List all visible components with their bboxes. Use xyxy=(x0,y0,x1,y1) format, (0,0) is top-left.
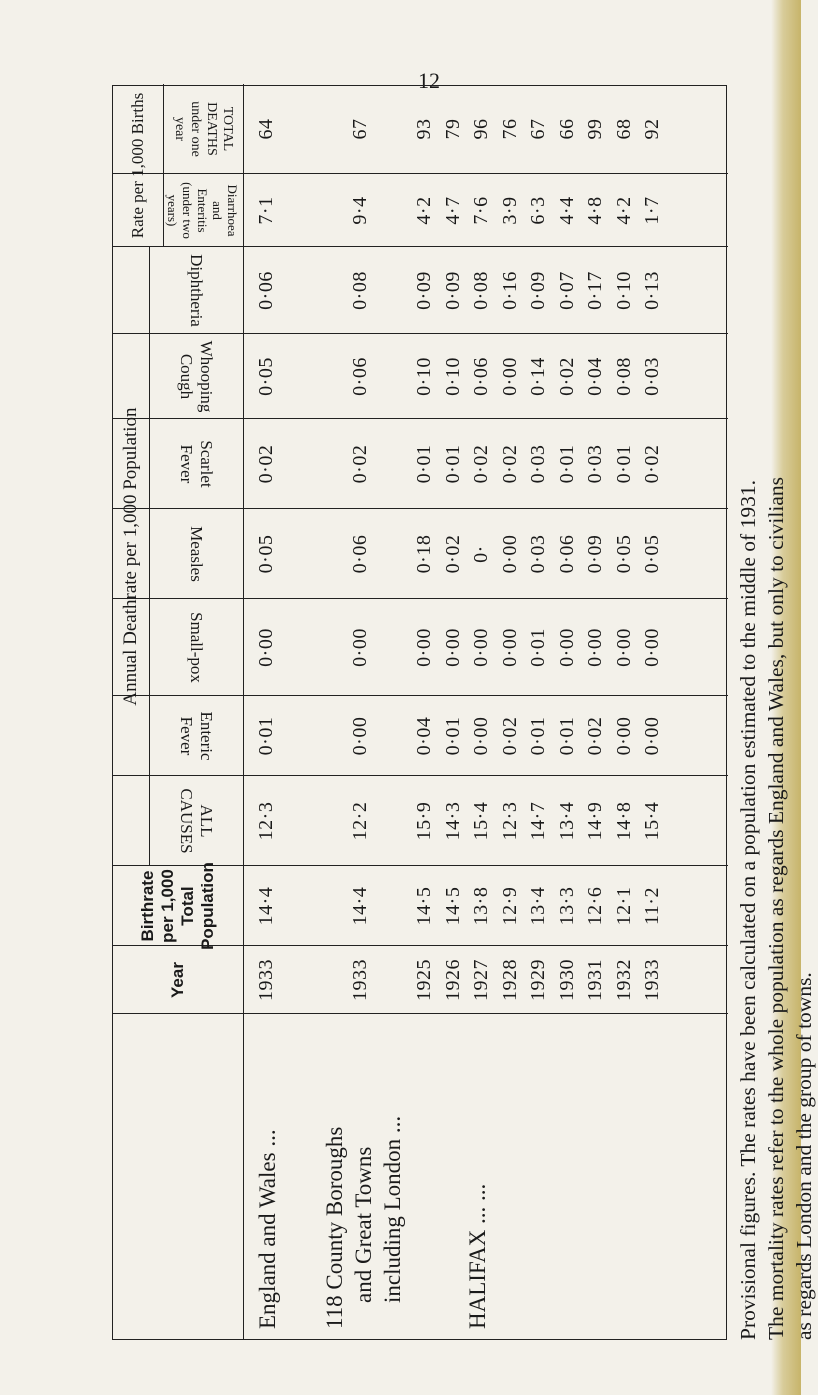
footnote-2: The mortality rates refer to the whole population as regards England and Wales, but only to civilians xyxy=(764,476,788,1340)
cell-halifax-enteric: 0·04 xyxy=(413,716,435,756)
cell-halifax-diphtheria: 0·07 xyxy=(555,271,578,310)
cell-halifax-year: 1927 xyxy=(470,959,492,1001)
cell-halifax-birthrate: 14·5 xyxy=(413,886,435,926)
cell-halifax-measles: 0·09 xyxy=(584,534,606,574)
cell-halifax-measles: 0·03 xyxy=(527,534,549,574)
cell-halifax-scarlet: 0·01 xyxy=(612,444,635,484)
cell-halifax-whooping: 0·00 xyxy=(498,357,521,396)
cell-halifax-total_deaths: 76 xyxy=(498,118,521,140)
cell-halifax-total_deaths: 92 xyxy=(641,118,663,140)
cell-halifax-total_deaths: 79 xyxy=(441,118,464,140)
cell-halifax-diarrhoea: 4·4 xyxy=(555,196,578,225)
cell-england-scarlet: 0·02 xyxy=(255,444,277,484)
cell-england-diphtheria: 0·06 xyxy=(255,271,277,310)
cell-halifax-total_deaths: 68 xyxy=(612,118,635,140)
cell-halifax-measles: 0·18 xyxy=(413,534,435,574)
rate-per-births-header: Rate per 1,000 Births xyxy=(128,92,147,239)
cell-halifax-measles: 0· xyxy=(470,545,492,563)
cell-boroughs-diphtheria: 0·08 xyxy=(349,271,371,310)
row-label-boroughs-1: 118 County Boroughs xyxy=(322,1126,347,1329)
enteric-fever-header: Enteric Fever xyxy=(177,711,216,761)
cell-halifax-scarlet: 0·03 xyxy=(584,444,606,484)
cell-boroughs-smallpox: 0·00 xyxy=(349,628,371,667)
cell-halifax-measles: 0·05 xyxy=(641,534,663,574)
cell-halifax-scarlet: 0·01 xyxy=(441,444,464,484)
cell-boroughs-whooping: 0·06 xyxy=(349,357,371,396)
cell-halifax-all_causes: 14·3 xyxy=(441,801,464,841)
cell-halifax-all_causes: 15·9 xyxy=(413,801,435,841)
cell-halifax-year: 1930 xyxy=(555,959,578,1001)
cell-halifax-total_deaths: 93 xyxy=(413,118,435,140)
cell-halifax-year: 1925 xyxy=(413,959,435,1001)
row-label-halifax: HALIFAX ... ... xyxy=(465,1183,490,1329)
cell-halifax-year: 1931 xyxy=(584,959,606,1001)
cell-halifax-year: 1926 xyxy=(441,959,464,1001)
whooping-cough-header: Whooping Cough xyxy=(177,340,216,413)
page-number: 12 xyxy=(418,68,440,93)
cell-boroughs-scarlet: 0·02 xyxy=(349,444,371,484)
rotated-table-page xyxy=(112,85,816,1340)
cell-halifax-all_causes: 14·9 xyxy=(584,801,606,841)
cell-halifax-diarrhoea: 3·9 xyxy=(498,196,521,225)
cell-halifax-smallpox: 0·00 xyxy=(584,628,606,667)
cell-halifax-diphtheria: 0·17 xyxy=(584,271,606,310)
cell-halifax-diphtheria: 0·10 xyxy=(612,271,635,310)
cell-halifax-smallpox: 0·00 xyxy=(441,628,464,667)
all-causes-header: ALL CAUSES xyxy=(177,788,216,854)
cell-halifax-enteric: 0·01 xyxy=(441,716,464,756)
cell-halifax-measles: 0·06 xyxy=(555,534,578,574)
cell-halifax-scarlet: 0·01 xyxy=(555,444,578,484)
cell-halifax-whooping: 0·08 xyxy=(612,357,635,396)
cell-halifax-smallpox: 0·00 xyxy=(498,628,521,667)
cell-boroughs-enteric: 0·00 xyxy=(349,716,371,756)
cell-halifax-year: 1932 xyxy=(612,959,635,1001)
cell-halifax-total_deaths: 67 xyxy=(527,118,549,140)
cell-halifax-birthrate: 13·8 xyxy=(470,886,492,926)
cell-halifax-whooping: 0·10 xyxy=(441,357,464,396)
cell-england-whooping: 0·05 xyxy=(255,357,277,396)
cell-halifax-diphtheria: 0·13 xyxy=(641,271,663,310)
cell-halifax-diarrhoea: 4·2 xyxy=(612,196,635,225)
cell-halifax-diarrhoea: 4·2 xyxy=(413,196,435,225)
cell-halifax-enteric: 0·00 xyxy=(470,716,492,756)
header-rule xyxy=(243,84,244,1339)
cell-halifax-smallpox: 0·00 xyxy=(555,628,578,667)
cell-halifax-enteric: 0·02 xyxy=(498,716,521,756)
scarlet-fever-header: Scarlet Fever xyxy=(177,440,216,488)
cell-halifax-whooping: 0·14 xyxy=(527,357,549,396)
cell-halifax-measles: 0·02 xyxy=(441,534,464,574)
cell-halifax-all_causes: 13·4 xyxy=(555,801,578,841)
cell-halifax-measles: 0·00 xyxy=(498,534,521,574)
cell-halifax-smallpox: 0·00 xyxy=(612,628,635,667)
cell-halifax-enteric: 0·00 xyxy=(612,716,635,756)
cell-halifax-scarlet: 0·02 xyxy=(498,444,521,484)
cell-england-year: 1933 xyxy=(255,959,277,1001)
annual-deathrate-header: Annual Deathrate per 1,000 Population xyxy=(120,407,141,706)
cell-halifax-birthrate: 13·3 xyxy=(555,886,578,926)
cell-england-diarrhoea: 7·1 xyxy=(255,196,277,225)
cell-boroughs-all_causes: 12·2 xyxy=(349,801,371,841)
cell-halifax-diphtheria: 0·09 xyxy=(527,271,549,310)
cell-england-all_causes: 12·3 xyxy=(255,801,277,841)
cell-halifax-enteric: 0·00 xyxy=(641,716,663,756)
cell-halifax-scarlet: 0·02 xyxy=(641,444,663,484)
cell-halifax-scarlet: 0·01 xyxy=(413,444,435,484)
cell-halifax-scarlet: 0·02 xyxy=(470,444,492,484)
cell-england-total_deaths: 64 xyxy=(255,118,277,140)
cell-halifax-diarrhoea: 4·8 xyxy=(584,196,606,225)
cell-boroughs-measles: 0·06 xyxy=(349,534,371,574)
cell-halifax-diphtheria: 0·08 xyxy=(470,271,492,310)
birthrate-header: Birthrate per 1,000 Total Population xyxy=(138,862,217,950)
cell-boroughs-diarrhoea: 9·4 xyxy=(349,196,371,225)
cell-halifax-diphtheria: 0·09 xyxy=(413,271,435,310)
cell-halifax-total_deaths: 96 xyxy=(470,118,492,140)
cell-halifax-year: 1929 xyxy=(527,959,549,1001)
footnote-1: Provisional figures. The rates have been calculated on a population estimated to the middle of 1931. xyxy=(736,480,760,1340)
year-header: Year xyxy=(168,962,187,998)
cell-halifax-whooping: 0·06 xyxy=(470,357,492,396)
cell-halifax-diphtheria: 0·09 xyxy=(441,271,464,310)
cell-england-birthrate: 14·4 xyxy=(255,886,277,926)
mortality-table xyxy=(112,85,727,1340)
row-label-boroughs-2: and Great Towns xyxy=(351,1146,376,1303)
cell-halifax-enteric: 0·02 xyxy=(584,716,606,756)
cell-halifax-birthrate: 12·6 xyxy=(584,886,606,926)
cell-halifax-diphtheria: 0·16 xyxy=(498,271,521,310)
cell-boroughs-birthrate: 14·4 xyxy=(349,886,371,926)
cell-halifax-birthrate: 13·4 xyxy=(527,886,549,926)
cell-halifax-scarlet: 0·03 xyxy=(527,444,549,484)
cell-halifax-all_causes: 12·3 xyxy=(498,801,521,841)
cell-halifax-diarrhoea: 1·7 xyxy=(641,196,663,225)
cell-halifax-enteric: 0·01 xyxy=(527,716,549,756)
cell-england-measles: 0·05 xyxy=(255,534,277,574)
cell-halifax-diarrhoea: 4·7 xyxy=(441,196,464,225)
cell-halifax-total_deaths: 66 xyxy=(555,118,578,140)
cell-england-smallpox: 0·00 xyxy=(255,628,277,667)
cell-england-enteric: 0·01 xyxy=(255,716,277,756)
cell-halifax-all_causes: 14·8 xyxy=(612,801,635,841)
measles-header: Measles xyxy=(187,526,206,582)
cell-boroughs-total_deaths: 67 xyxy=(349,118,371,140)
diphtheria-header: Diphtheria xyxy=(187,254,206,327)
diarrhoea-header: Diarrhoea and Enteritis (under two years) xyxy=(165,182,241,239)
cell-halifax-smallpox: 0·00 xyxy=(413,628,435,667)
cell-halifax-smallpox: 0·01 xyxy=(527,628,549,667)
row-label-england: England and Wales ... xyxy=(255,1129,280,1329)
cell-halifax-whooping: 0·03 xyxy=(641,357,663,396)
cell-halifax-whooping: 0·04 xyxy=(584,357,606,396)
cell-halifax-whooping: 0·10 xyxy=(413,357,435,396)
cell-halifax-smallpox: 0·00 xyxy=(470,628,492,667)
cell-halifax-year: 1933 xyxy=(641,959,663,1001)
smallpox-header: Small-pox xyxy=(187,612,206,683)
cell-halifax-birthrate: 12·1 xyxy=(612,886,635,926)
cell-halifax-all_causes: 14·7 xyxy=(527,801,549,841)
cell-halifax-diarrhoea: 6·3 xyxy=(527,196,549,225)
footnote-3: as regards London and the group of towns. xyxy=(792,972,816,1340)
cell-boroughs-year: 1933 xyxy=(349,959,371,1001)
cell-halifax-all_causes: 15·4 xyxy=(470,801,492,841)
cell-halifax-whooping: 0·02 xyxy=(555,357,578,396)
cell-halifax-diarrhoea: 7·6 xyxy=(470,196,492,225)
cell-halifax-birthrate: 14·5 xyxy=(441,886,464,926)
cell-halifax-measles: 0·05 xyxy=(612,534,635,574)
total-deaths-header: TOTAL DEATHS under one year xyxy=(172,101,235,157)
cell-halifax-smallpox: 0·00 xyxy=(641,628,663,667)
row-label-boroughs-3: including London ... xyxy=(380,1115,405,1303)
cell-halifax-enteric: 0·01 xyxy=(555,716,578,756)
cell-halifax-birthrate: 11·2 xyxy=(641,887,663,925)
cell-halifax-all_causes: 15·4 xyxy=(641,801,663,841)
cell-halifax-birthrate: 12·9 xyxy=(498,886,521,926)
cell-halifax-total_deaths: 99 xyxy=(584,118,606,140)
cell-halifax-year: 1928 xyxy=(498,959,521,1001)
